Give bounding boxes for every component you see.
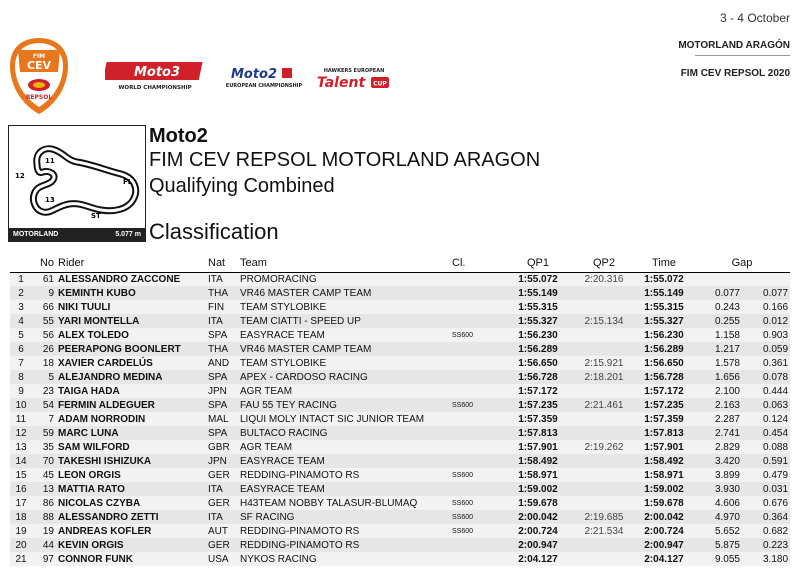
row-gap-first: 2.100 — [694, 384, 742, 398]
row-position: 3 — [10, 300, 32, 314]
row-team: SF RACING — [238, 510, 450, 524]
row-gap-previous: 0.078 — [742, 370, 790, 384]
row-team: LIQUI MOLY INTACT SIC JUNIOR TEAM — [238, 412, 450, 426]
row-gap-first: 0.243 — [694, 300, 742, 314]
row-rider: ALESSANDRO ZETTI — [56, 510, 206, 524]
row-number: 54 — [32, 398, 56, 412]
row-time: 1:57.813 — [634, 426, 694, 440]
classification-title: Classification — [149, 219, 279, 244]
talent-logo-badge: CUP — [373, 80, 387, 88]
row-qp2 — [574, 538, 634, 552]
header-qp2: QP2 — [574, 255, 634, 272]
row-gap-previous: 0.454 — [742, 426, 790, 440]
track-label-fl: FL — [123, 178, 133, 186]
row-class: SS600 — [450, 468, 502, 482]
row-position: 12 — [10, 426, 32, 440]
row-qp2 — [574, 426, 634, 440]
row-time: 1:57.359 — [634, 412, 694, 426]
row-gap-previous: 0.063 — [742, 398, 790, 412]
row-gap-previous: 0.903 — [742, 328, 790, 342]
row-gap-first: 1.656 — [694, 370, 742, 384]
header-rider: Rider — [56, 255, 206, 272]
row-qp2 — [574, 468, 634, 482]
row-qp2 — [574, 342, 634, 356]
talent-logo-top: HAWKERS EUROPEAN — [323, 68, 385, 74]
row-gap-first: 3.930 — [694, 482, 742, 496]
row-gap-first: 0.077 — [694, 286, 742, 300]
row-gap-first — [694, 272, 742, 286]
header-class: Cl. — [450, 255, 502, 272]
row-class: SS600 — [450, 496, 502, 510]
row-qp2: 2:21.534 — [574, 524, 634, 538]
row-class: SS600 — [450, 328, 502, 342]
row-team: EASYRACE TEAM — [238, 328, 450, 342]
row-number: 66 — [32, 300, 56, 314]
row-qp1: 1:57.235 — [502, 398, 574, 412]
row-position: 11 — [10, 412, 32, 426]
row-qp1: 1:55.327 — [502, 314, 574, 328]
table-row — [10, 510, 790, 524]
row-position: 10 — [10, 398, 32, 412]
row-number: 86 — [32, 496, 56, 510]
row-nationality: SPA — [206, 398, 238, 412]
row-time: 1:55.315 — [634, 300, 694, 314]
row-nationality: AUT — [206, 524, 238, 538]
row-position: 9 — [10, 384, 32, 398]
row-class — [450, 412, 502, 426]
row-position: 1 — [10, 272, 32, 286]
row-class — [450, 440, 502, 454]
row-class — [450, 300, 502, 314]
row-qp2: 2:19.262 — [574, 440, 634, 454]
row-qp1: 1:56.289 — [502, 342, 574, 356]
row-rider: MATTIA RATO — [56, 482, 206, 496]
row-nationality: JPN — [206, 384, 238, 398]
row-position: 6 — [10, 342, 32, 356]
row-position: 13 — [10, 440, 32, 454]
table-row — [10, 370, 790, 384]
row-team: H43TEAM NOBBY TALASUR-BLUMAQ — [238, 496, 450, 510]
row-gap-first: 3.420 — [694, 454, 742, 468]
table-row — [10, 314, 790, 328]
track-footer — [9, 228, 145, 241]
row-number: 18 — [32, 356, 56, 370]
row-gap-first: 4.606 — [694, 496, 742, 510]
row-qp1: 1:58.492 — [502, 454, 574, 468]
row-qp2 — [574, 286, 634, 300]
table-row — [10, 538, 790, 552]
row-number: 13 — [32, 482, 56, 496]
row-gap-first: 5.652 — [694, 524, 742, 538]
row-number: 97 — [32, 552, 56, 566]
moto2-logo-sub: EUROPEAN CHAMPIONSHIP — [225, 83, 303, 89]
row-rider: PEERAPONG BOONLERT — [56, 342, 206, 356]
row-number: 7 — [32, 412, 56, 426]
row-qp1: 1:58.971 — [502, 468, 574, 482]
row-nationality: USA — [206, 552, 238, 566]
row-gap-first: 1.158 — [694, 328, 742, 342]
row-qp1: 1:55.072 — [502, 272, 574, 286]
table-row — [10, 300, 790, 314]
row-number: 9 — [32, 286, 56, 300]
row-class — [450, 552, 502, 566]
row-nationality: SPA — [206, 328, 238, 342]
track-label-st: ST — [91, 212, 101, 220]
row-qp1: 1:57.359 — [502, 412, 574, 426]
row-number: 55 — [32, 314, 56, 328]
row-number: 61 — [32, 272, 56, 286]
row-qp1: 2:00.724 — [502, 524, 574, 538]
row-team: TEAM CIATTI - SPEED UP — [238, 314, 450, 328]
table-row — [10, 412, 790, 426]
row-qp1: 1:59.678 — [502, 496, 574, 510]
row-qp1: 2:00.042 — [502, 510, 574, 524]
table-row — [10, 440, 790, 454]
row-gap-previous: 0.364 — [742, 510, 790, 524]
row-gap-first: 4.970 — [694, 510, 742, 524]
row-nationality: GBR — [206, 440, 238, 454]
row-position: 19 — [10, 524, 32, 538]
row-number: 19 — [32, 524, 56, 538]
row-gap-first: 3.899 — [694, 468, 742, 482]
row-time: 1:56.289 — [634, 342, 694, 356]
track-length: 5.077 m — [115, 231, 141, 238]
row-number: 23 — [32, 384, 56, 398]
row-position: 15 — [10, 468, 32, 482]
row-qp2 — [574, 552, 634, 566]
row-rider: MARC LUNA — [56, 426, 206, 440]
row-number: 56 — [32, 328, 56, 342]
row-rider: FERMIN ALDEGUER — [56, 398, 206, 412]
track-label-12: 12 — [15, 172, 25, 180]
row-team: VR46 MASTER CAMP TEAM — [238, 342, 450, 356]
row-rider: TAKESHI ISHIZUKA — [56, 454, 206, 468]
row-qp1: 1:57.172 — [502, 384, 574, 398]
row-nationality: SPA — [206, 426, 238, 440]
moto2-logo-text: Moto2 — [230, 67, 278, 82]
row-number: 88 — [32, 510, 56, 524]
session-title: Qualifying Combined — [149, 175, 335, 197]
row-qp1: 2:00.947 — [502, 538, 574, 552]
row-gap-previous: 0.676 — [742, 496, 790, 510]
row-class — [450, 342, 502, 356]
row-gap-first: 1.578 — [694, 356, 742, 370]
track-label-11: 11 — [45, 157, 55, 165]
row-rider: ADAM NORRODIN — [56, 412, 206, 426]
cev-logo-top: FIM — [32, 53, 46, 60]
table-row — [10, 552, 790, 566]
row-qp1: 1:59.002 — [502, 482, 574, 496]
row-nationality: ITA — [206, 272, 238, 286]
row-nationality: ITA — [206, 510, 238, 524]
row-time: 1:57.172 — [634, 384, 694, 398]
row-time: 1:56.650 — [634, 356, 694, 370]
row-nationality: GER — [206, 538, 238, 552]
row-gap-previous: 0.682 — [742, 524, 790, 538]
row-qp2 — [574, 482, 634, 496]
row-qp1: 1:56.650 — [502, 356, 574, 370]
row-gap-first: 2.163 — [694, 398, 742, 412]
row-rider: CONNOR FUNK — [56, 552, 206, 566]
table-row — [10, 454, 790, 468]
row-number: 45 — [32, 468, 56, 482]
row-class — [450, 356, 502, 370]
row-number: 44 — [32, 538, 56, 552]
moto2-european-logo — [218, 64, 310, 90]
talent-logo-text: Talent — [316, 75, 366, 91]
table-row — [10, 272, 790, 286]
row-nationality: AND — [206, 356, 238, 370]
row-team: BULTACO RACING — [238, 426, 450, 440]
table-row — [10, 356, 790, 370]
row-qp2 — [574, 300, 634, 314]
row-qp2 — [574, 384, 634, 398]
row-gap-first: 9.055 — [694, 552, 742, 566]
row-position: 17 — [10, 496, 32, 510]
header-gap: Gap — [694, 255, 790, 272]
row-time: 2:00.947 — [634, 538, 694, 552]
row-time: 1:55.327 — [634, 314, 694, 328]
row-nationality: THA — [206, 286, 238, 300]
row-nationality: MAL — [206, 412, 238, 426]
row-time: 1:56.728 — [634, 370, 694, 384]
row-team: EASYRACE TEAM — [238, 482, 450, 496]
header-no: No — [32, 255, 56, 272]
row-gap-previous: 0.124 — [742, 412, 790, 426]
row-qp1: 1:55.149 — [502, 286, 574, 300]
row-qp2 — [574, 496, 634, 510]
row-qp2: 2:15.921 — [574, 356, 634, 370]
row-nationality: ITA — [206, 314, 238, 328]
row-nationality: JPN — [206, 454, 238, 468]
row-rider: ALESSANDRO ZACCONE — [56, 272, 206, 286]
moto3-logo — [105, 60, 205, 92]
row-rider: KEMINTH KUBO — [56, 286, 206, 300]
row-class — [450, 272, 502, 286]
row-gap-previous: 0.444 — [742, 384, 790, 398]
row-gap-first: 2.741 — [694, 426, 742, 440]
row-position: 20 — [10, 538, 32, 552]
event-date: 3 - 4 October — [719, 11, 790, 25]
table-row — [10, 342, 790, 356]
moto3-logo-text: Moto3 — [133, 65, 181, 80]
row-class: SS600 — [450, 398, 502, 412]
table-row — [10, 384, 790, 398]
row-time: 1:55.149 — [634, 286, 694, 300]
row-position: 14 — [10, 454, 32, 468]
row-time: 2:00.724 — [634, 524, 694, 538]
venue-name: MOTORLAND ARAGÓN — [678, 40, 790, 51]
row-class — [450, 482, 502, 496]
row-rider: XAVIER CARDELÚS — [56, 356, 206, 370]
results-table — [10, 255, 790, 566]
row-team: EASYRACE TEAM — [238, 454, 450, 468]
track-outline — [9, 126, 145, 228]
row-gap-first: 0.255 — [694, 314, 742, 328]
row-rider: KEVIN ORGIS — [56, 538, 206, 552]
row-rider: YARI MONTELLA — [56, 314, 206, 328]
row-qp1: 1:57.901 — [502, 440, 574, 454]
row-class: SS600 — [450, 524, 502, 538]
row-class — [450, 384, 502, 398]
row-rider: TAIGA HADA — [56, 384, 206, 398]
row-qp1: 1:56.728 — [502, 370, 574, 384]
table-header-row — [10, 255, 790, 272]
row-class: SS600 — [450, 510, 502, 524]
row-qp2: 2:21.461 — [574, 398, 634, 412]
row-team: REDDING-PINAMOTO RS — [238, 538, 450, 552]
row-time: 1:55.072 — [634, 272, 694, 286]
row-position: 21 — [10, 552, 32, 566]
table-row — [10, 496, 790, 510]
row-gap-previous: 0.223 — [742, 538, 790, 552]
header-time: Time — [634, 255, 694, 272]
row-gap-first: 2.287 — [694, 412, 742, 426]
row-qp1: 1:56.230 — [502, 328, 574, 342]
row-time: 1:59.002 — [634, 482, 694, 496]
row-team: REDDING-PINAMOTO RS — [238, 468, 450, 482]
row-team: TEAM STYLOBIKE — [238, 356, 450, 370]
row-class — [450, 286, 502, 300]
row-qp2: 2:18.201 — [574, 370, 634, 384]
cev-repsol-logo — [8, 36, 70, 116]
championship-name: FIM CEV REPSOL 2020 — [680, 68, 790, 79]
row-time: 1:59.678 — [634, 496, 694, 510]
row-position: 4 — [10, 314, 32, 328]
row-rider: ALEJANDRO MEDINA — [56, 370, 206, 384]
row-number: 59 — [32, 426, 56, 440]
header-nat: Nat — [206, 255, 238, 272]
header-qp1: QP1 — [502, 255, 574, 272]
row-gap-previous: 3.180 — [742, 552, 790, 566]
row-team: APEX - CARDOSO RACING — [238, 370, 450, 384]
row-rider: NICOLAS CZYBA — [56, 496, 206, 510]
row-class — [450, 454, 502, 468]
row-position: 18 — [10, 510, 32, 524]
row-rider: SAM WILFORD — [56, 440, 206, 454]
row-gap-previous: 0.088 — [742, 440, 790, 454]
track-map — [8, 125, 146, 242]
row-class — [450, 370, 502, 384]
table-row — [10, 468, 790, 482]
row-number: 5 — [32, 370, 56, 384]
row-gap-first: 2.829 — [694, 440, 742, 454]
row-gap-previous — [742, 272, 790, 286]
row-gap-first: 1.217 — [694, 342, 742, 356]
row-gap-previous: 0.479 — [742, 468, 790, 482]
row-number: 35 — [32, 440, 56, 454]
table-row — [10, 524, 790, 538]
row-team: REDDING-PINAMOTO RS — [238, 524, 450, 538]
table-row — [10, 286, 790, 300]
row-qp2 — [574, 328, 634, 342]
row-gap-previous: 0.012 — [742, 314, 790, 328]
row-qp1: 2:04.127 — [502, 552, 574, 566]
row-position: 2 — [10, 286, 32, 300]
category-title: Moto2 — [149, 125, 208, 147]
row-rider: NIKI TUULI — [56, 300, 206, 314]
row-gap-previous: 0.077 — [742, 286, 790, 300]
row-time: 2:00.042 — [634, 510, 694, 524]
row-class — [450, 538, 502, 552]
table-row — [10, 482, 790, 496]
row-gap-previous: 0.591 — [742, 454, 790, 468]
row-position: 16 — [10, 482, 32, 496]
row-time: 1:58.971 — [634, 468, 694, 482]
row-gap-previous: 0.361 — [742, 356, 790, 370]
row-rider: ALEX TOLEDO — [56, 328, 206, 342]
row-qp2: 2:15.134 — [574, 314, 634, 328]
row-qp2 — [574, 454, 634, 468]
row-qp2: 2:20.316 — [574, 272, 634, 286]
row-team: AGR TEAM — [238, 384, 450, 398]
row-class — [450, 314, 502, 328]
row-time: 2:04.127 — [634, 552, 694, 566]
row-number: 70 — [32, 454, 56, 468]
row-position: 5 — [10, 328, 32, 342]
event-title: FIM CEV REPSOL MOTORLAND ARAGON — [149, 149, 541, 171]
row-qp2: 2:19.685 — [574, 510, 634, 524]
row-team: VR46 MASTER CAMP TEAM — [238, 286, 450, 300]
row-gap-previous: 0.059 — [742, 342, 790, 356]
row-rider: ANDREAS KOFLER — [56, 524, 206, 538]
table-row — [10, 398, 790, 412]
track-label-13: 13 — [45, 196, 55, 204]
row-position: 7 — [10, 356, 32, 370]
row-time: 1:56.230 — [634, 328, 694, 342]
row-qp1: 1:57.813 — [502, 426, 574, 440]
table-row — [10, 426, 790, 440]
row-number: 26 — [32, 342, 56, 356]
row-nationality: GER — [206, 496, 238, 510]
row-rider: LEON ORGIS — [56, 468, 206, 482]
row-qp2 — [574, 412, 634, 426]
row-time: 1:58.492 — [634, 454, 694, 468]
row-team: NYKOS RACING — [238, 552, 450, 566]
row-nationality: FIN — [206, 300, 238, 314]
row-position: 8 — [10, 370, 32, 384]
row-team: FAU 55 TEY RACING — [238, 398, 450, 412]
row-qp1: 1:55.315 — [502, 300, 574, 314]
row-time: 1:57.235 — [634, 398, 694, 412]
row-class — [450, 426, 502, 440]
row-gap-first: 5.875 — [694, 538, 742, 552]
track-name: MOTORLAND — [13, 231, 59, 238]
row-nationality: SPA — [206, 370, 238, 384]
talent-cup-logo — [313, 64, 395, 92]
row-team: PROMORACING — [238, 272, 450, 286]
header-team: Team — [238, 255, 450, 272]
row-nationality: THA — [206, 342, 238, 356]
header-divider — [695, 55, 790, 56]
table-row — [10, 328, 790, 342]
row-nationality: GER — [206, 468, 238, 482]
row-time: 1:57.901 — [634, 440, 694, 454]
row-gap-previous: 0.031 — [742, 482, 790, 496]
row-team: TEAM STYLOBIKE — [238, 300, 450, 314]
row-gap-previous: 0.166 — [742, 300, 790, 314]
cev-logo-brand: REPSOL — [25, 94, 53, 101]
row-team: AGR TEAM — [238, 440, 450, 454]
row-nationality: ITA — [206, 482, 238, 496]
cev-logo-main: CEV — [26, 59, 52, 72]
moto3-logo-sub: WORLD CHAMPIONSHIP — [118, 85, 192, 91]
